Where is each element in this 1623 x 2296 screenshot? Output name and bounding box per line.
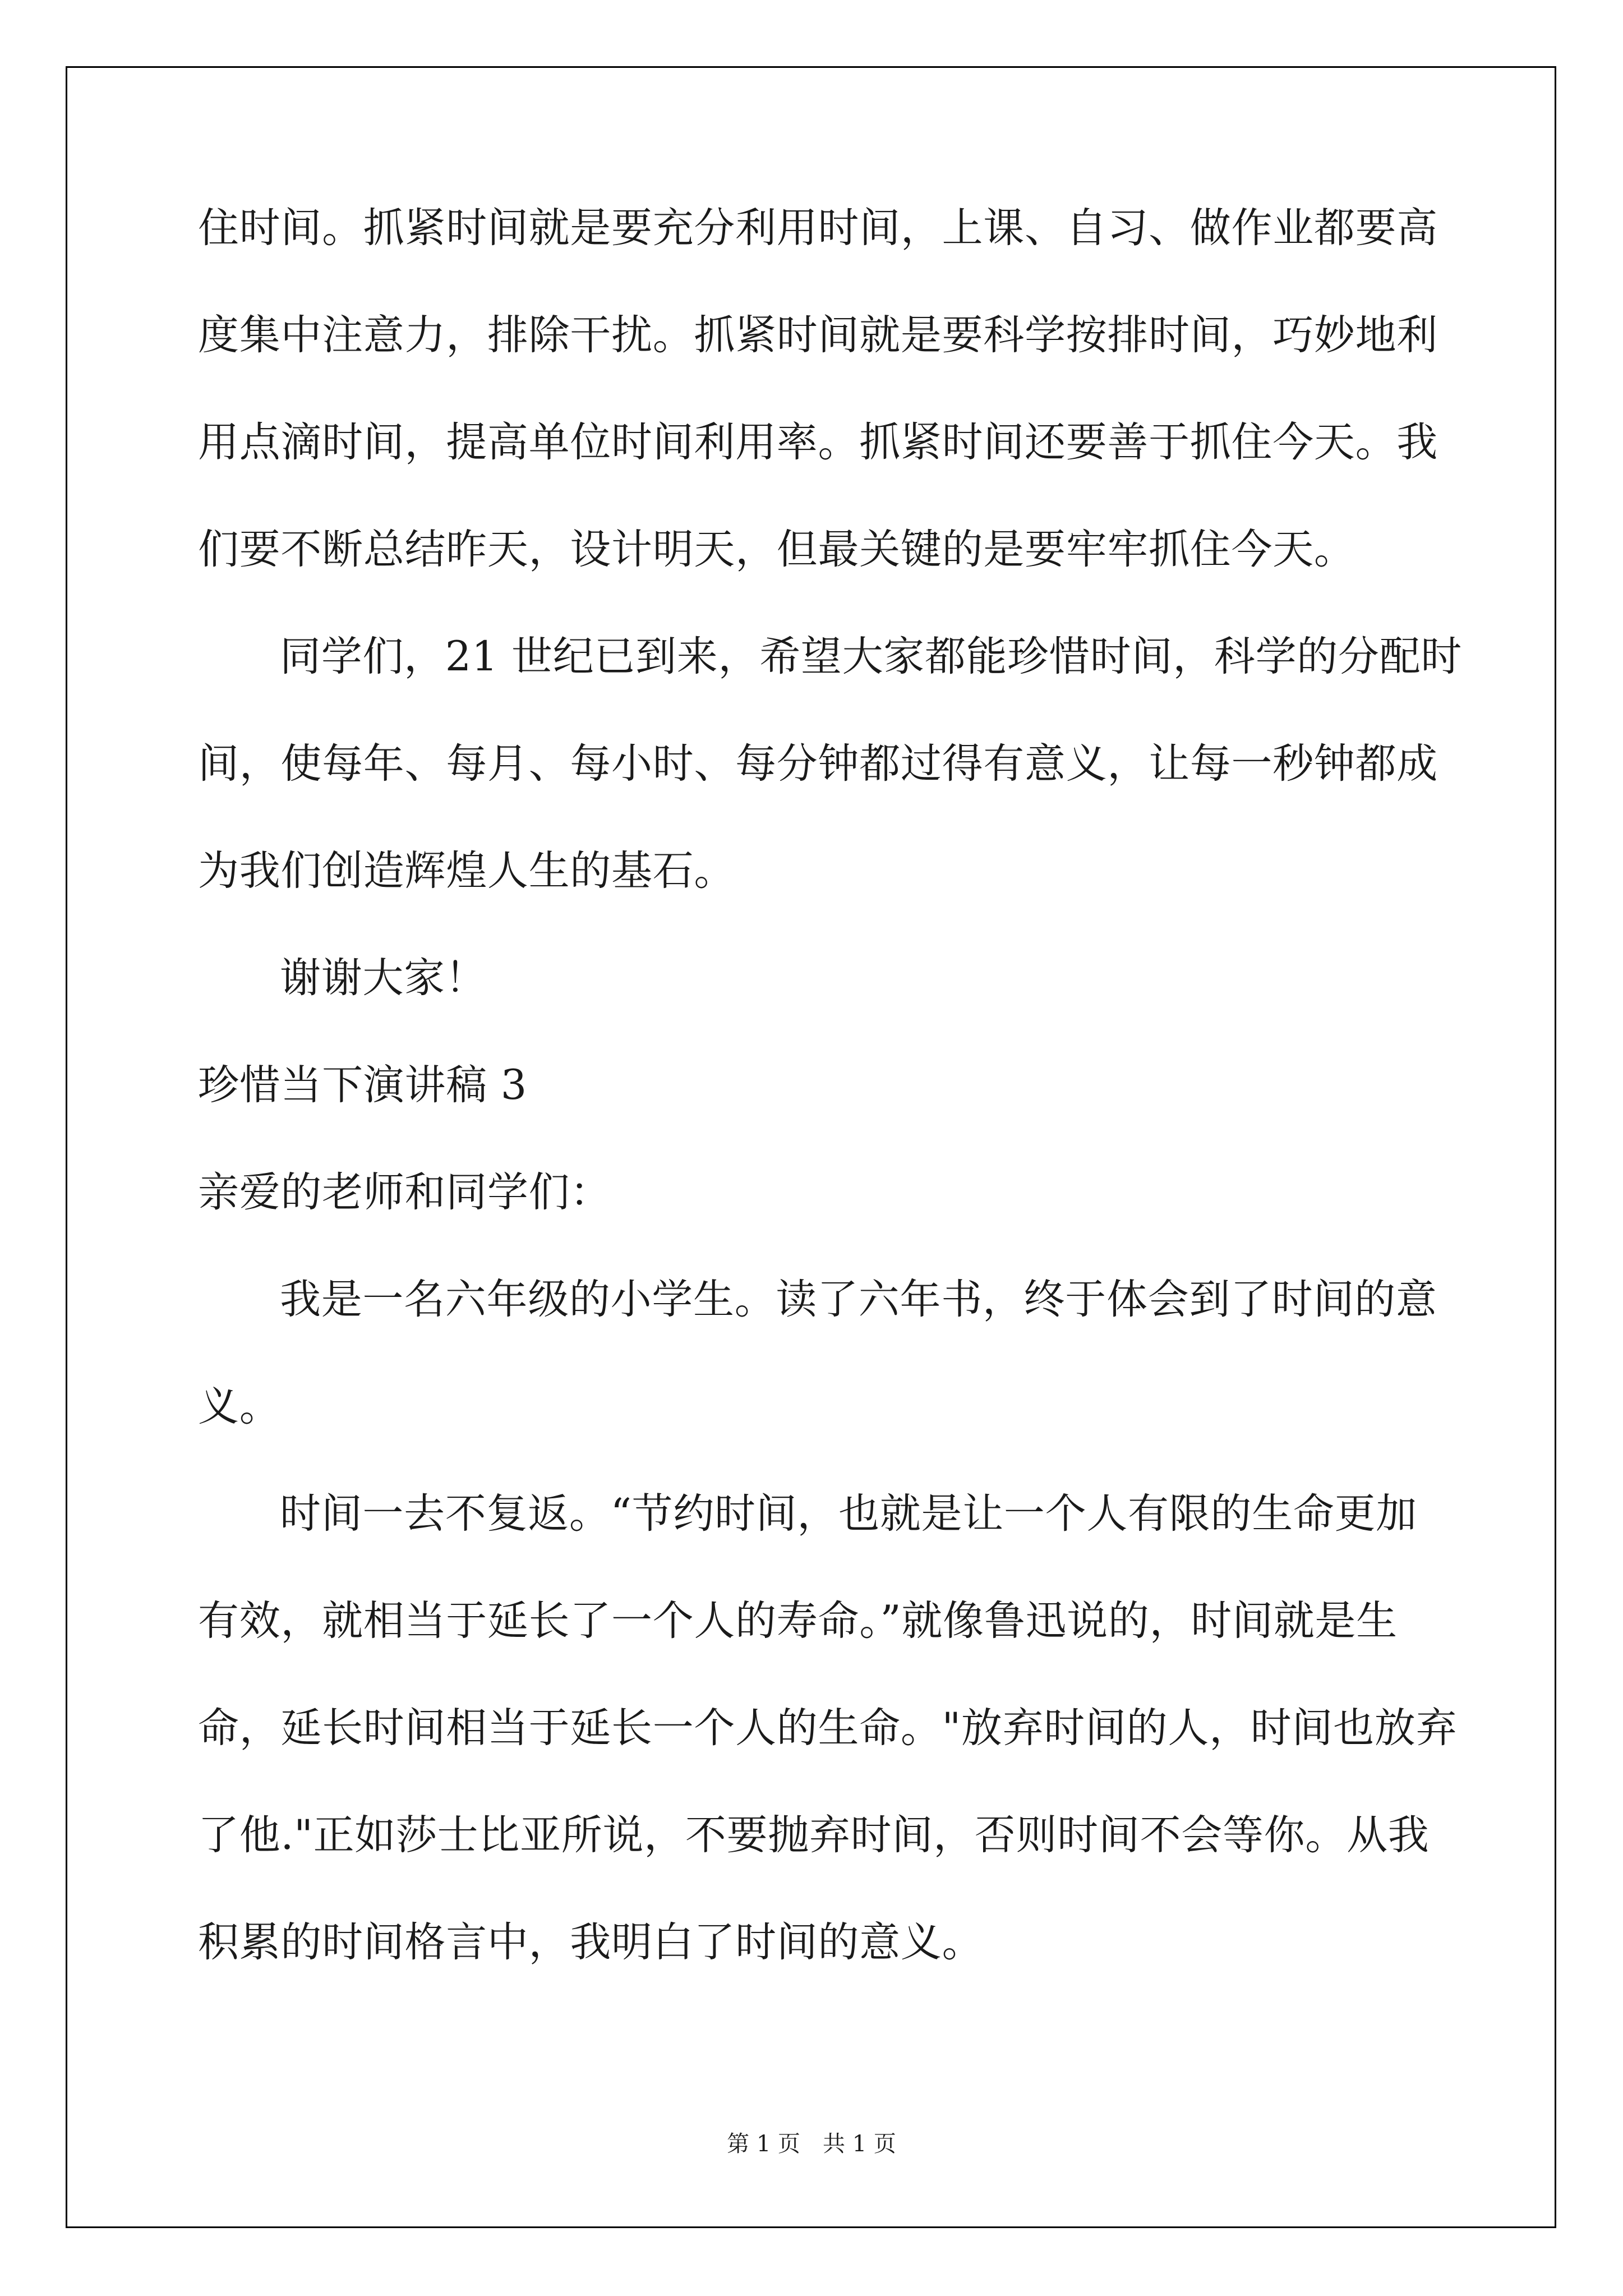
text-line: 谢谢大家！: [280, 954, 487, 1002]
text-line: 们要不断总结昨天，设计明天，但最关键的是要牢牢抓住今天。: [198, 526, 1355, 573]
text-line: 了他."正如莎士比亚所说，不要抛弃时间，否则时间不会等你。从我: [198, 1811, 1430, 1859]
text-line: 积累的时间格言中，我明白了时间的意义。: [198, 1918, 984, 1966]
section-heading: 珍惜当下演讲稿 3: [198, 1061, 527, 1109]
text-line: 时间一去不复返。“节约时间，也就是让一个人有限的生命更加: [280, 1490, 1417, 1538]
text-line: 我是一名六年级的小学生。读了六年书，终于体会到了时间的意: [280, 1276, 1437, 1323]
page-footer: 第 1 页 共 1 页: [727, 2131, 896, 2157]
salutation: 亲爱的老师和同学们：: [198, 1168, 611, 1216]
text-line: 度集中注意力，排除干扰。抓紧时间就是要科学按排时间，巧妙地利: [198, 311, 1438, 359]
text-line: 命，延长时间相当于延长一个人的生命。"放弃时间的人，时间也放弃: [198, 1704, 1458, 1752]
text-line: 间，使每年、每月、每小时、每分钟都过得有意义，让每一秒钟都成: [198, 740, 1438, 788]
text-line: 用点滴时间，提高单位时间利用率。抓紧时间还要善于抓住今天。我: [198, 418, 1438, 466]
text-line: 为我们创造辉煌人生的基石。: [198, 847, 736, 895]
text-line: 义。: [198, 1383, 281, 1430]
text-line: 有效，就相当于延长了一个人的寿命。”就像鲁迅说的，时间就是生: [198, 1597, 1398, 1645]
text-line: 同学们，21 世纪已到来，希望大家都能珍惜时间，科学的分配时: [280, 633, 1463, 680]
page-border: [66, 66, 1556, 2228]
text-line: 住时间。抓紧时间就是要充分利用时间，上课、自习、做作业都要高: [198, 204, 1438, 252]
